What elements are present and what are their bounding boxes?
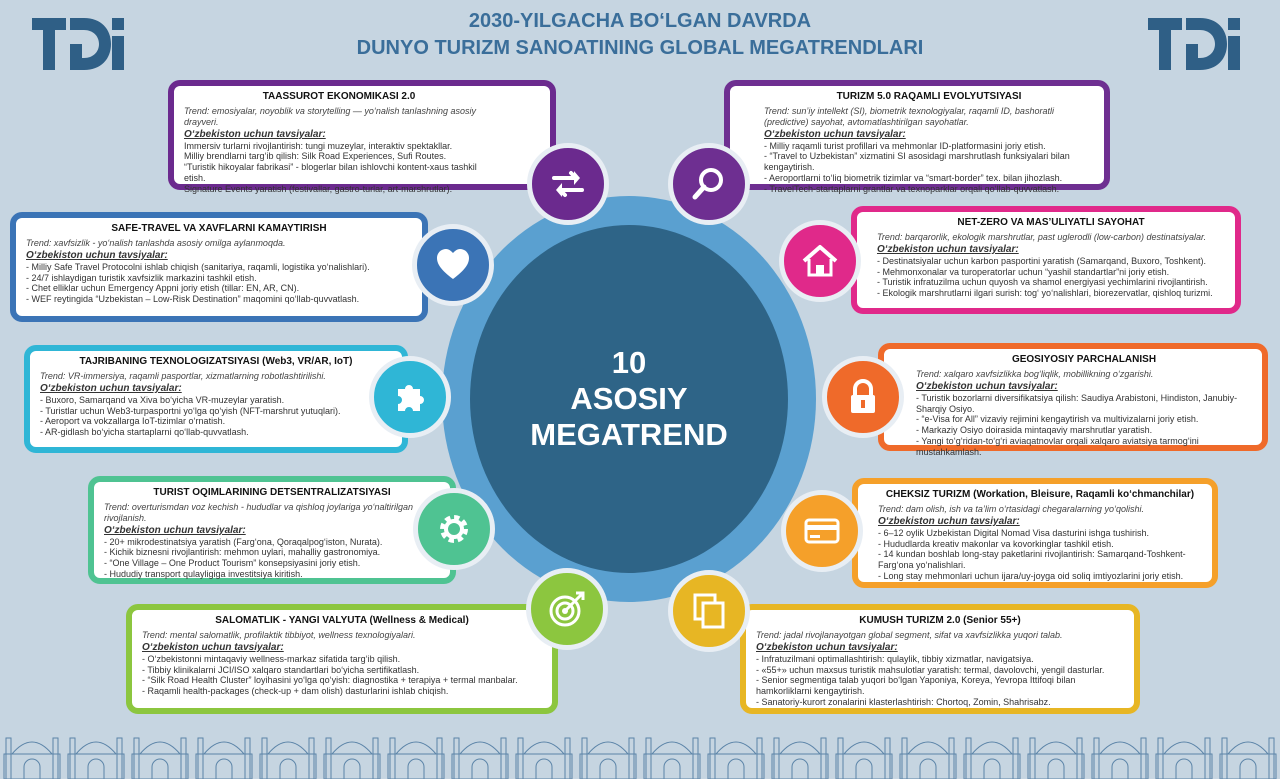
recommendation-item: - 24/7 ishlaydigan turistik xavfsizlik markazini tashkil etish. [26, 272, 257, 283]
recommendation-item: - Milliy Safe Travel Protocolni ishlab chiqish (sanitariya, raqamli, logistika yo‘nalishlari). [26, 261, 370, 272]
recommendation-item: - Raqamli health-packages (check-up + dam olish) dasturlarini ishlab chiqish. [142, 686, 449, 697]
circle-card [781, 490, 863, 572]
gear-icon [434, 509, 474, 549]
card-trend: Trend: emosiyalar, noyoblik va storytelling — yo‘nalish tanlashning asosiy drayveri. [184, 106, 476, 127]
recommendation-item: - “e-Visa for All” vizaviy rejimini kengaytirish va multivizalarni joriy etish. [916, 414, 1199, 425]
card-taassurot [168, 80, 556, 194]
card-detsentralizatsiya [88, 476, 456, 584]
recommendation-item: - Infratuzilmani optimallashtirish: qulaylik, tibbiy xizmatlar, navigatsiya. [756, 653, 1034, 664]
recommendation-item: - Long stay mehmonlari uchun ijara/uy-joyga oid soliq imtiyozlarini joriy etish. [878, 570, 1184, 581]
architecture-pattern [0, 724, 1280, 779]
recommendation-item: - Markaziy Osiyo doirasida mintaqaviy marshrutlar yaratish. [916, 425, 1153, 436]
recommendation-item: - Turistik infratuzilma uchun quyosh va shamol energiyasi yechimlarini rivojlantirish. [877, 277, 1208, 288]
recommendation-item: - 6–12 oylik Uzbekistan Digital Nomad Visa dasturini ishga tushirish. [878, 527, 1149, 538]
search-icon [689, 164, 729, 204]
heart-icon [433, 245, 473, 285]
card-trend: Trend: jadal rivojlanayotgan global segment, sifat va xavfsizlikka yuqori talab. [756, 630, 1063, 640]
card-title: TURIST OQIMLARINING DETSENTRALIZATSIYASI [153, 487, 391, 498]
puzzle-icon [390, 377, 430, 417]
recommendations-label: O‘zbekiston uchun tavsiyalar: [916, 380, 1058, 392]
card-turizm-5 [724, 80, 1110, 194]
circle-lock [822, 356, 904, 438]
circle-target [526, 568, 608, 650]
arrows-icon [548, 164, 588, 204]
card-trend: Trend: dam olish, ish va ta’lim o‘rtasidagi chegaralarning yo‘qolishi. [878, 504, 1144, 514]
recommendations-label: O‘zbekiston uchun tavsiyalar: [40, 382, 182, 394]
circle-puzzle [369, 356, 451, 438]
card-net-zero [851, 206, 1241, 314]
recommendations-label: O‘zbekiston uchun tavsiyalar: [104, 524, 246, 536]
recommendation-item: - Hududlarda kreativ makonlar va kovorkinglar tashkil etish. [878, 538, 1114, 549]
recommendation-item: - TravelTech-startaplarni grantlar va texnoparklar orqali qo‘llab-quvvatlash. [764, 183, 1060, 194]
recommendation-item: - «55+» uchun maxsus turistik mahsulotlar yaratish: termal, davolovchi, yengil dasturlar. [756, 664, 1105, 675]
card-trend: Trend: VR-immersiya, raqamli pasportlar, xizmatlarning robotlashtirilishi. [40, 371, 326, 381]
recommendations-label: O‘zbekiston uchun tavsiyalar: [877, 243, 1019, 255]
recommendations-label: O‘zbekiston uchun tavsiyalar: [184, 128, 326, 140]
recommendation-item: - Turistlar uchun Web3-turpasportni yo‘lga qo‘yish (NFT-marshrut yutuqlari). [40, 405, 341, 416]
card-title: SAFE-TRAVEL VA XAVFLARNI KAMAYTIRISH [111, 223, 327, 234]
title-line-2: DUNYO TURIZM SANOATINING GLOBAL MEGATRENDLARI [356, 37, 924, 59]
recommendation-item: - O‘zbekistonni mintaqaviy wellness-markaz sifatida targ‘ib qilish. [142, 653, 401, 664]
card-trend: Trend: xalqaro xavfsizlikka bog‘liqlik, mobillikning o‘zgarishi. [916, 369, 1154, 379]
recommendation-item: - “One Village – One Product Tourism” konsepsiyasini joriy etish. [104, 558, 361, 569]
center-circle [470, 225, 788, 573]
circle-copy [668, 570, 750, 652]
card-trend: Trend: sun’iy intellekt (SI), biometrik texnologiyalar, raqamli ID, bashoratli (predictive) sayohat, avtomatlashtirilgan sayohatlar. [764, 106, 1054, 127]
center-line-2: ASOSIY [570, 381, 688, 416]
recommendation-item: - Senior segmentiga talab yuqori bo‘lgan Yaponiya, Koreya, Yevropa Ittifoqi bilan hamkorliklarni kengaytirish. [756, 675, 1076, 697]
recommendations-label: O‘zbekiston uchun tavsiyalar: [26, 249, 168, 261]
recommendations-label: O‘zbekiston uchun tavsiyalar: [756, 641, 898, 653]
recommendation-item: - “Silk Road Health Cluster” loyihasini yo‘lga qo‘yish: diagnostika + terapiya + termal manbalar. [142, 675, 518, 686]
recommendation-item: Immersiv turlarni rivojlantirish: tungi muzeylar, interaktiv spektakllar. [184, 140, 453, 151]
card-cheksiz [852, 478, 1218, 588]
recommendation-item: - Aeroport va vokzallarga IoT-tizimlar o‘rnatish. [40, 416, 226, 427]
lock-icon [843, 377, 883, 417]
center-line-3: MEGATREND [530, 417, 728, 452]
card-safe-travel [10, 212, 428, 322]
copy-icon [689, 591, 729, 631]
card-title: TAJRIBANING TEXNOLOGIZATSIYASI (Web3, VR/AR, IoT) [79, 356, 353, 367]
recommendation-item: - Hududiy transport qulayligiga investitsiya kiritish. [104, 568, 303, 579]
recommendation-item: - “Travel to Uzbekistan” xizmatini SI asosidagi marshrutlash funksiyalari bilan kengaytirish. [764, 151, 1070, 173]
page-title [260, 8, 1020, 62]
recommendation-item: - Aeroportlarni to‘liq biometrik tizimlar va “smart-border” tex. bilan jihozlash. [764, 172, 1063, 183]
recommendation-item: “Turistik hikoyalar fabrikasi” - blogerlar bilan ishlovchi kontent-xaus tashkil etish. [184, 162, 477, 183]
card-title: TURIZM 5.0 RAQAMLI EVOLYUTSIYASI [836, 91, 1022, 102]
card-icon [802, 511, 842, 551]
card-trend: Trend: barqarorlik, ekologik marshrutlar, past uglerodli (low-carbon) destinatsiyalar. [877, 232, 1207, 242]
recommendation-item: - Kichik biznesni rivojlantirish: mehmon uylari, mahalliy gastronomiya. [104, 547, 381, 558]
card-title: KUMUSH TURIZM 2.0 (Senior 55+) [859, 615, 1021, 626]
target-icon [547, 589, 587, 629]
card-salomatlik [126, 604, 558, 714]
recommendation-item: - Turistik bozorlarni diversifikatsiya qilish: Saudiya Arabistoni, Hindiston, Janubiy-Sharqiy Osiyo. [916, 392, 1238, 414]
recommendation-item: Signature Events yaratish (festivallar, gastro-turlar, art-marshrutlar). [184, 183, 453, 194]
card-title: TAASSUROT EKONOMIKASI 2.0 [262, 91, 416, 102]
recommendation-item: - 14 kundan boshlab long-stay paketlarini rivojlantirish: Samarqand-Toshkent-Farg‘ona yo‘nalishlari. [878, 549, 1186, 571]
recommendation-item: - Milliy raqamli turist profillari va mehmonlar ID-platformasini joriy etish. [764, 140, 1046, 151]
card-title: NET-ZERO VA MAS’ULIYATLI SAYOHAT [957, 217, 1145, 228]
circle-house [779, 220, 861, 302]
tdi-logo-left [32, 14, 124, 74]
circle-arrows [527, 143, 609, 225]
house-icon [800, 241, 840, 281]
circle-heart [412, 224, 494, 306]
card-title: GEOSIYOSIY PARCHALANISH [1011, 354, 1157, 365]
card-trend: Trend: mental salomatlik, profilaktik tibbiyot, wellness texnologiyalari. [142, 630, 416, 640]
card-trend: Trend: overturismdan voz kechish - hududlar va qishloq joylariga yo‘naltirilgan rivojlanish. [104, 502, 413, 523]
recommendation-item: - Yangi to‘g‘ridan-to‘g‘ri aviaqatnovlar orqali xalqaro aviatsiya tarmog‘ini mustahkamlash. [916, 435, 1199, 457]
card-title: SALOMATLIK - YANGI VALYUTA (Wellness & Medical) [215, 615, 469, 626]
center-number: 10 [611, 345, 647, 380]
recommendations-label: O‘zbekiston uchun tavsiyalar: [878, 515, 1020, 527]
recommendation-item: - Chet elliklar uchun Emergency Appni joriy etish (tillar: EN, AR, CN). [26, 283, 300, 294]
recommendation-item: - Ekologik marshrutlarni ilgari surish: tog‘ yo‘nalishlari, biorezervatlar, qishloq turizmi. [877, 288, 1213, 299]
circle-gear [413, 488, 495, 570]
card-geosiyosiy [878, 343, 1268, 457]
recommendation-item: - AR-gidlash bo‘yicha startaplarni qo‘llab-quvvatlash. [40, 427, 249, 438]
recommendations-label: O‘zbekiston uchun tavsiyalar: [142, 641, 284, 653]
recommendation-item: - Destinatsiyalar uchun karbon pasportini yaratish (Samarqand, Buxoro, Toshkent). [877, 255, 1207, 266]
card-title: CHEKSIZ TURIZM (Workation, Bleisure, Raqamli ko‘chmanchilar) [885, 489, 1195, 500]
card-trend: Trend: xavfsizlik - yo‘nalish tanlashda asosiy omilga aylanmoqda. [26, 238, 286, 248]
recommendation-item: Milliy brendlarni targ‘ib qilish: Silk Road Experiences, Sufi Routes. [184, 151, 447, 162]
recommendation-item: - Tibbiy klinikalarni JCI/ISO xalqaro standartlari bo‘yicha sertifikatlash. [142, 664, 420, 675]
card-kumush [740, 604, 1140, 714]
circle-search [668, 143, 750, 225]
recommendations-label: O‘zbekiston uchun tavsiyalar: [764, 128, 906, 140]
recommendation-item: - Mehmonxonalar va turoperatorlar uchun “yashil standartlar”ni joriy etish. [877, 266, 1170, 277]
tdi-logo-right [1148, 14, 1240, 74]
title-line-1: 2030-YILGACHA BO‘LGAN DAVRDA [468, 10, 812, 32]
recommendation-item: - Buxoro, Samarqand va Xiva bo‘yicha VR-muzeylar yaratish. [40, 394, 285, 405]
recommendation-item: - 20+ mikrodestinatsiya yaratish (Farg‘ona, Qoraqalpog‘iston, Nurata). [104, 536, 383, 547]
card-texnologizatsiya [24, 345, 408, 453]
recommendation-item: - WEF reytingida “Uzbekistan – Low-Risk Destination” maqomini qo‘llab-quvvatlash. [26, 294, 360, 305]
recommendation-item: - Sanatoriy-kurort zonalarini klasterlashtirish: Chortoq, Zomin, Shahrisabz. [756, 696, 1051, 707]
